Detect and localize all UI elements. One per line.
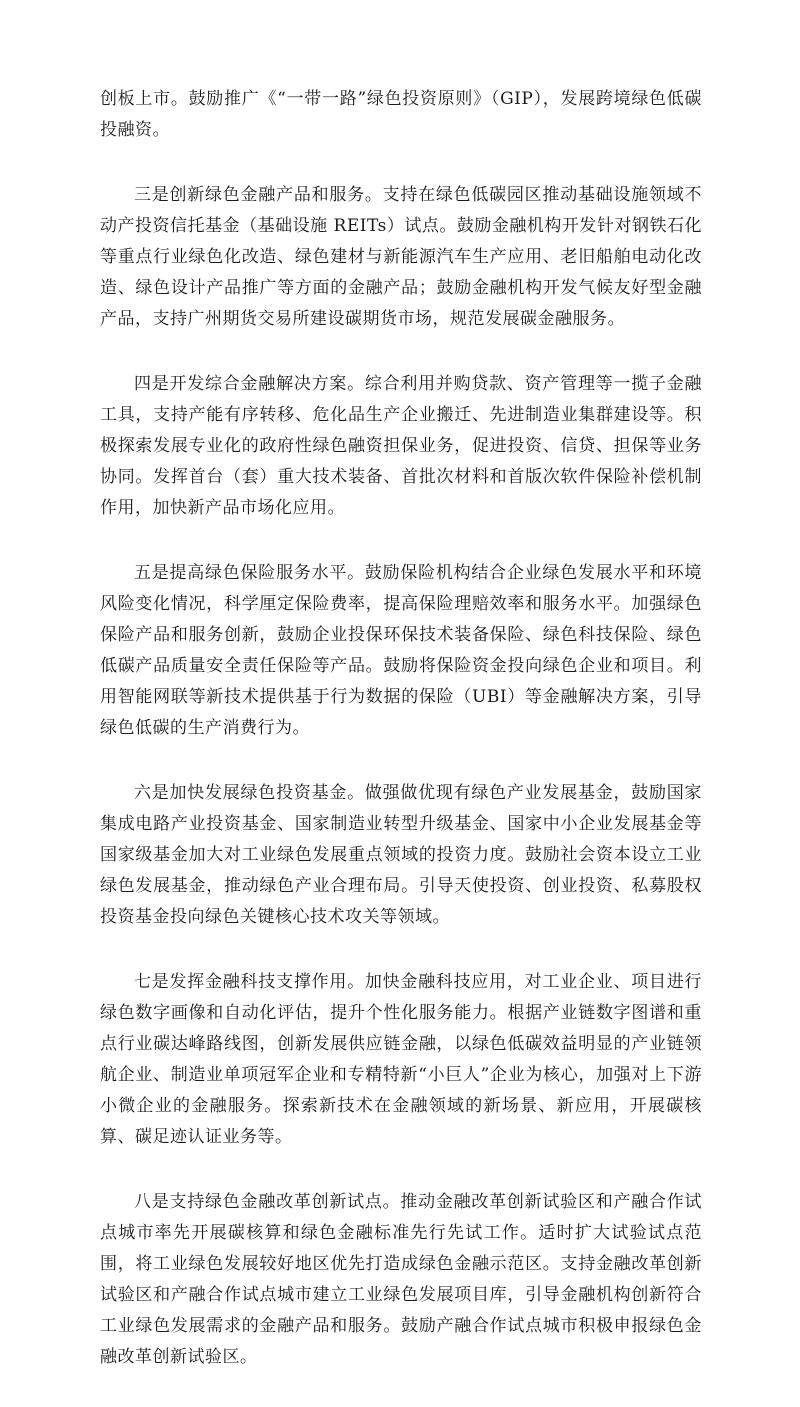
paragraph-continuation: 创板上市。鼓励推广《“一带一路”绿色投资原则》（GIP），发展跨境绿色低碳投融资。 (100, 89, 702, 140)
paragraph-fintech-support: 七是发挥金融科技支撑作用。加快金融科技应用，对工业企业、项目进行绿色数字画像和自动化评估，提升个性化服务能力。根据产业链数字图谱和重点行业碳达峰路线图，创新发展供应链金融，以绿色低碳效益明显的产业链领航企业、制造业单项冠军企业和专精特新“小巨人”企业为核心，加强对上下游小微企业的金融服务。探索新技术在金融领域的新场景、新应用，开展碳核算、碳足迹认证业务等。 (100, 972, 702, 1147)
paragraph-green-insurance: 五是提高绿色保险服务水平。鼓励保险机构结合企业绿色发展水平和环境风险变化情况，科学厘定保险费率，提高保险理赔效率和服务水平。加强绿色保险产品和服务创新，鼓励企业投保环保技术装备保险、绿色科技保险、绿色低碳产品质量安全责任保险等产品。鼓励将保险资金投向绿色企业和项目。利用智能网联等新技术提供基于行为数据的保险（UBI）等金融解决方案，引导绿色低碳的生产消费行为。 (100, 563, 702, 738)
paragraph-reform-pilots: 八是支持绿色金融改革创新试点。推动金融改革创新试验区和产融合作试点城市率先开展碳核算和绿色金融标准先行先试工作。适时扩大试验试点范围，将工业绿色发展较好地区优先打造成绿色金融示范区。支持金融改革创新试验区和产融合作试点城市建立工业绿色发展项目库，引导金融机构创新符合工业绿色发展需求的金融产品和服务。鼓励产融合作试点城市积极申报绿色金融改革创新试验区。 (100, 1192, 702, 1367)
paragraph-green-investment-funds: 六是加快发展绿色投资基金。做强做优现有绿色产业发展基金，鼓励国家集成电路产业投资基金、国家制造业转型升级基金、国家中小企业发展基金等国家级基金加大对工业绿色发展重点领域的投资力度。鼓励社会资本设立工业绿色发展基金，推动绿色产业合理布局。引导天使投资、创业投资、私募股权投资基金投向绿色关键核心技术攻关等领域。 (100, 783, 702, 927)
paragraph-comprehensive-solutions: 四是开发综合金融解决方案。综合利用并购贷款、资产管理等一揽子金融工具，支持产能有序转移、危化品生产企业搬迁、先进制造业集群建设等。积极探索发展专业化的政府性绿色融资担保业务，促进投资、信贷、担保等业务协同。发挥首台（套）重大技术装备、首批次材料和首版次软件保险补偿机制作用，加快新产品市场化应用。 (100, 374, 702, 518)
paragraph-green-finance-products: 三是创新绿色金融产品和服务。支持在绿色低碳园区推动基础设施领域不动产投资信托基金（基础设施 REITs）试点。鼓励金融机构开发针对钢铁石化等重点行业绿色化改造、绿色建材与新能源汽车生产应用、老旧船舶电动化改造、绿色设计产品推广等方面的金融产品；鼓励金融机构开发气候友好型金融产品，支持广州期货交易所建设碳期货市场，规范发展碳金融服务。 (100, 185, 702, 329)
document-body (100, 84, 702, 1407)
